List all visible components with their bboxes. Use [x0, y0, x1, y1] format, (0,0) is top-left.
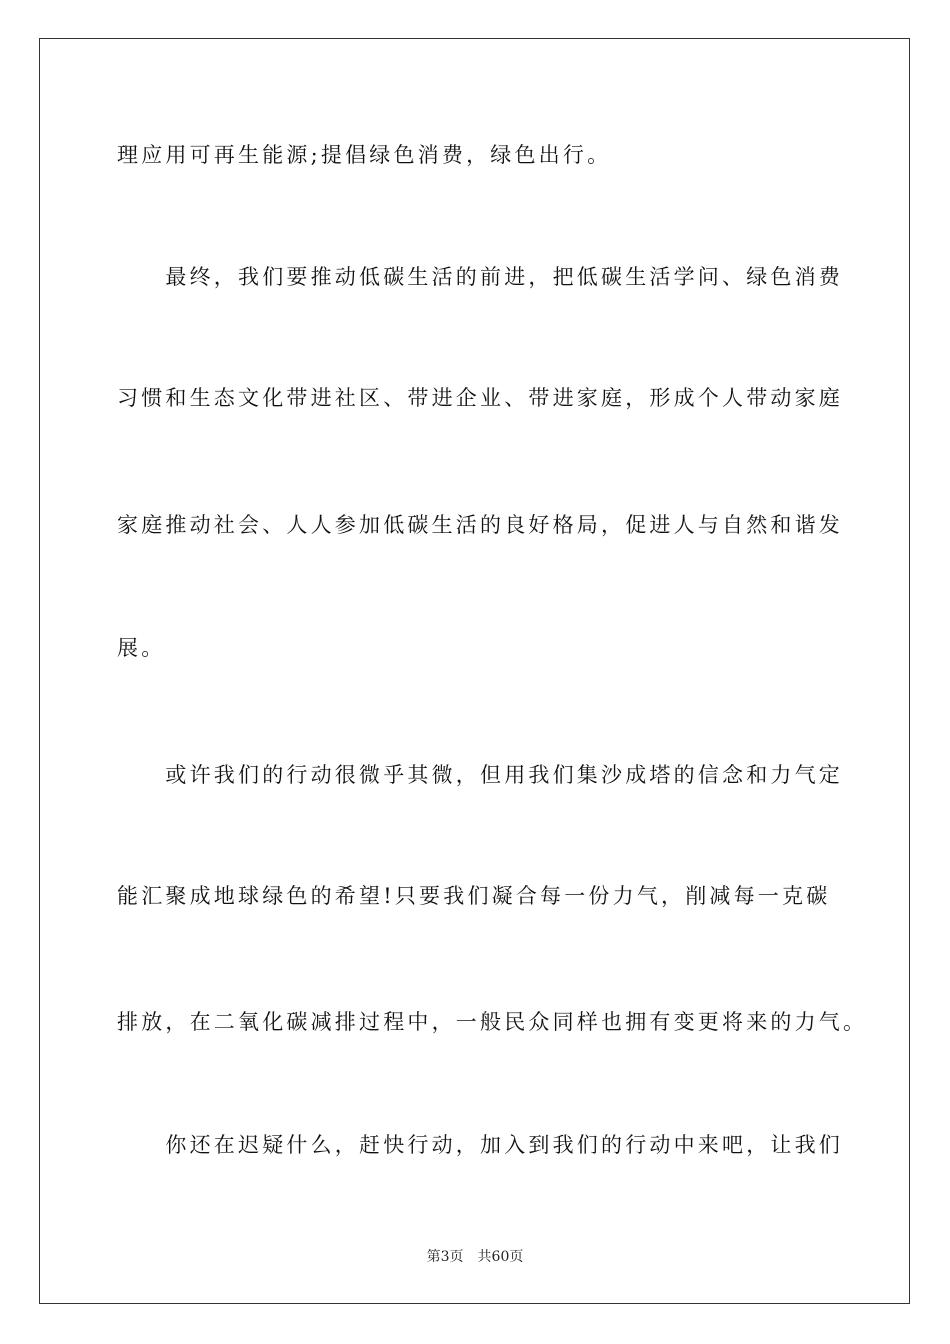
text-line-4: 家庭推动社会、人人参加低碳生活的良好格局，促进人与自然和谐发 — [117, 513, 843, 537]
text-line-8: 排放，在二氧化碳减排过程中，一般民众同样也拥有变更将来的力气。 — [117, 1010, 868, 1034]
text-line-5: 展。 — [117, 636, 166, 660]
text-line-9: 你还在迟疑什么，赶快行动，加入到我们的行动中来吧，让我们 — [117, 1133, 843, 1157]
page-border — [39, 38, 910, 1304]
page-number: 第3页 — [426, 1249, 464, 1265]
text-line-3: 习惯和生态文化带进社区、带进企业、带进家庭，形成个人带动家庭 — [117, 386, 843, 410]
text-line-1: 理应用可再生能源;提倡绿色消费，绿色出行。 — [117, 143, 612, 167]
text-line-7: 能汇聚成地球绿色的希望!只要我们凝合每一份力气，削减每一克碳 — [117, 884, 831, 908]
page-footer — [0, 1247, 950, 1267]
text-line-2: 最终，我们要推动低碳生活的前进，把低碳生活学问、绿色消费 — [117, 265, 843, 289]
text-line-6: 或许我们的行动很微乎其微，但用我们集沙成塔的信念和力气定 — [117, 763, 843, 787]
page-total: 共60页 — [477, 1249, 524, 1265]
